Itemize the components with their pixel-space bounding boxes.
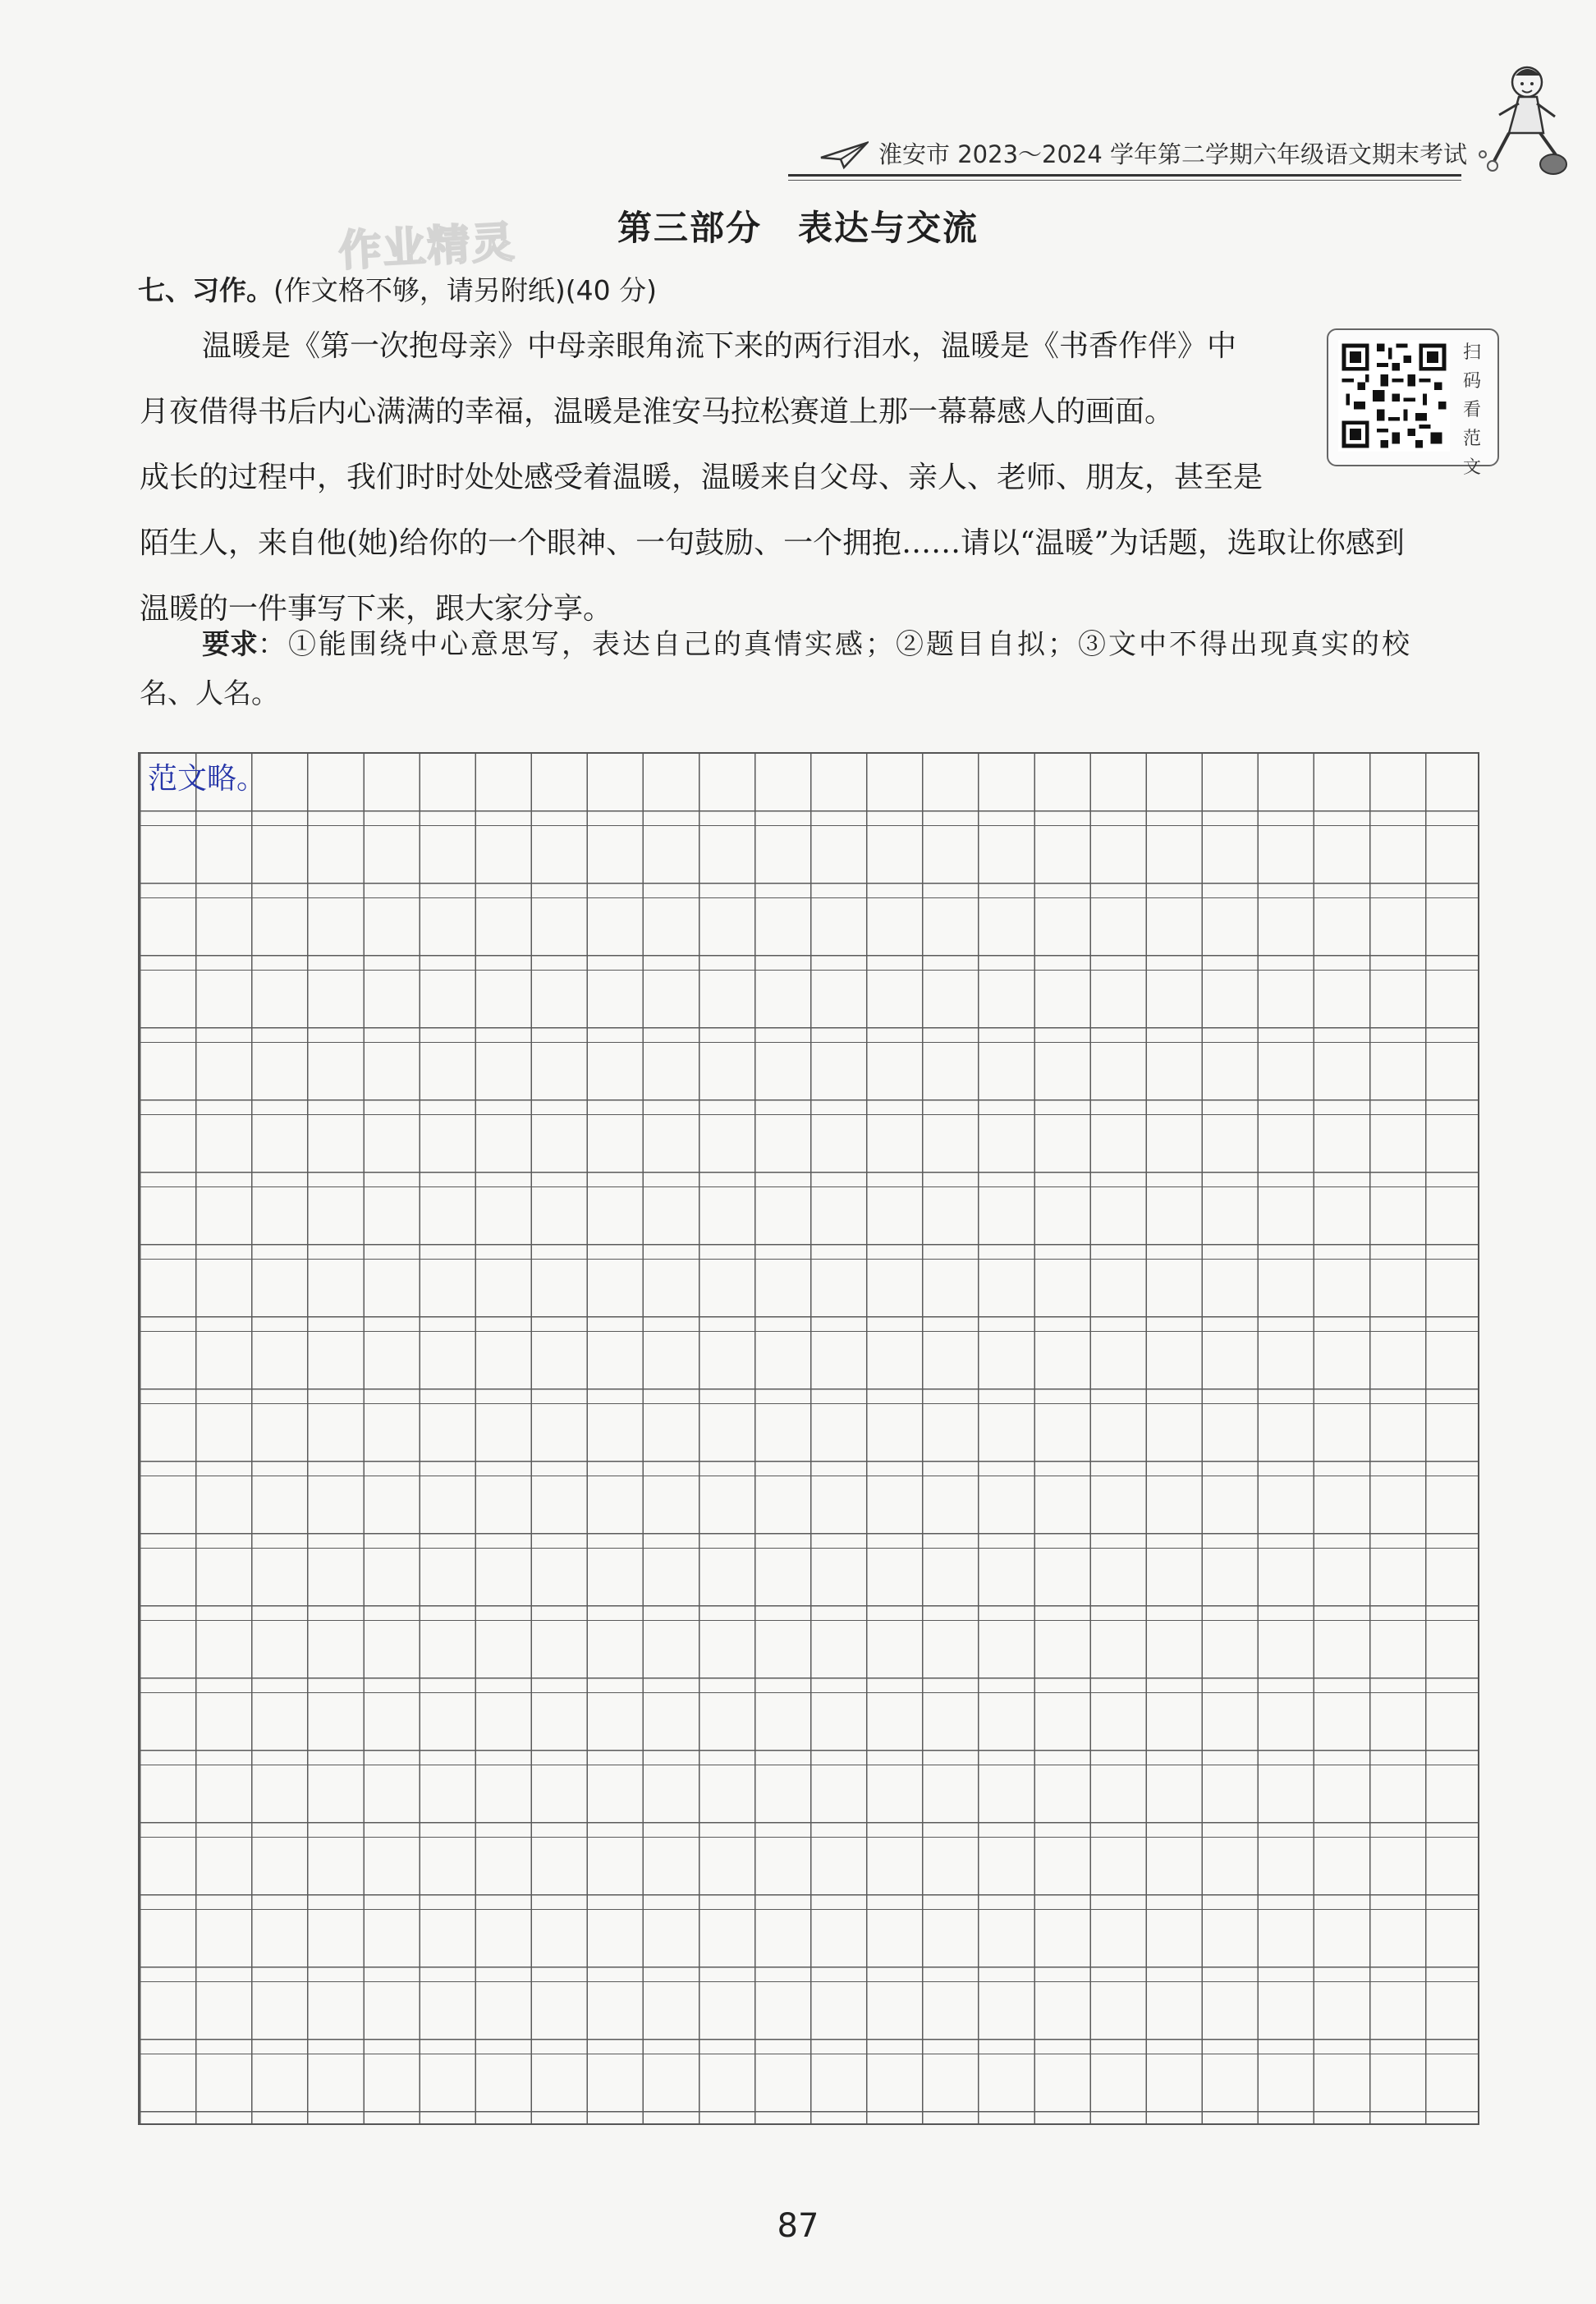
qr-label-char: 看 <box>1462 400 1481 420</box>
qr-code-box[interactable] <box>1327 328 1499 478</box>
qr-label-char: 扫 <box>1462 342 1481 363</box>
header-rule-thin <box>788 180 1461 181</box>
prompt-line: 月夜借得书后内心满满的幸福，温暖是淮安马拉松赛道上那一幕幕感人的画面。 <box>140 395 1175 429</box>
prompt-line: 陌生人，来自他(她)给你的一个眼神、一句鼓励、一个拥抱……请以“温暖”为话题，选取让你感到 <box>140 526 1405 560</box>
question-note: (作文格不够，请另附纸)(40 分) <box>273 274 657 306</box>
qr-label-char: 文 <box>1462 457 1481 478</box>
qr-label-char: 范 <box>1462 429 1481 449</box>
requirement-line-1: ：①能围绕中心意思写，表达自己的真情实感；②题目自拟；③文中不得出现真实的校 <box>258 628 1412 661</box>
writing-prompt <box>140 325 1405 654</box>
qr-label <box>1460 338 1484 482</box>
watermark-top: 作业精灵 <box>337 218 517 277</box>
question-heading <box>138 269 657 308</box>
running-boy-illustration <box>1470 57 1568 181</box>
question-number: 七、习作。 <box>138 274 273 306</box>
requirements <box>140 620 1502 718</box>
requirement-label: 要求 <box>202 628 258 661</box>
exam-title: 淮安市 2023～2024 学年第二学期六年级语文期末考试 <box>878 140 1468 168</box>
prompt-line: 温暖是《第一次抱母亲》中母亲眼角流下来的两行泪水，温暖是《书香作伴》中 <box>202 329 1237 363</box>
qr-code-icon[interactable] <box>1338 340 1450 452</box>
composition-grid[interactable] <box>138 752 1479 2125</box>
section-title: 第三部分 表达与交流 <box>617 208 979 248</box>
requirement-line-2: 名、人名。 <box>140 677 279 710</box>
answer-text: 范文略。 <box>148 762 267 796</box>
header-rule <box>788 174 1461 177</box>
paper-plane-icon <box>819 140 869 172</box>
prompt-line: 温暖的一件事写下来，跟大家分享。 <box>140 592 613 626</box>
page-number: 87 <box>777 2207 819 2245</box>
qr-label-char: 码 <box>1462 371 1481 392</box>
prompt-line: 成长的过程中，我们时时处处感受着温暖，温暖来自父母、亲人、老师、朋友，甚至是 <box>140 461 1264 494</box>
